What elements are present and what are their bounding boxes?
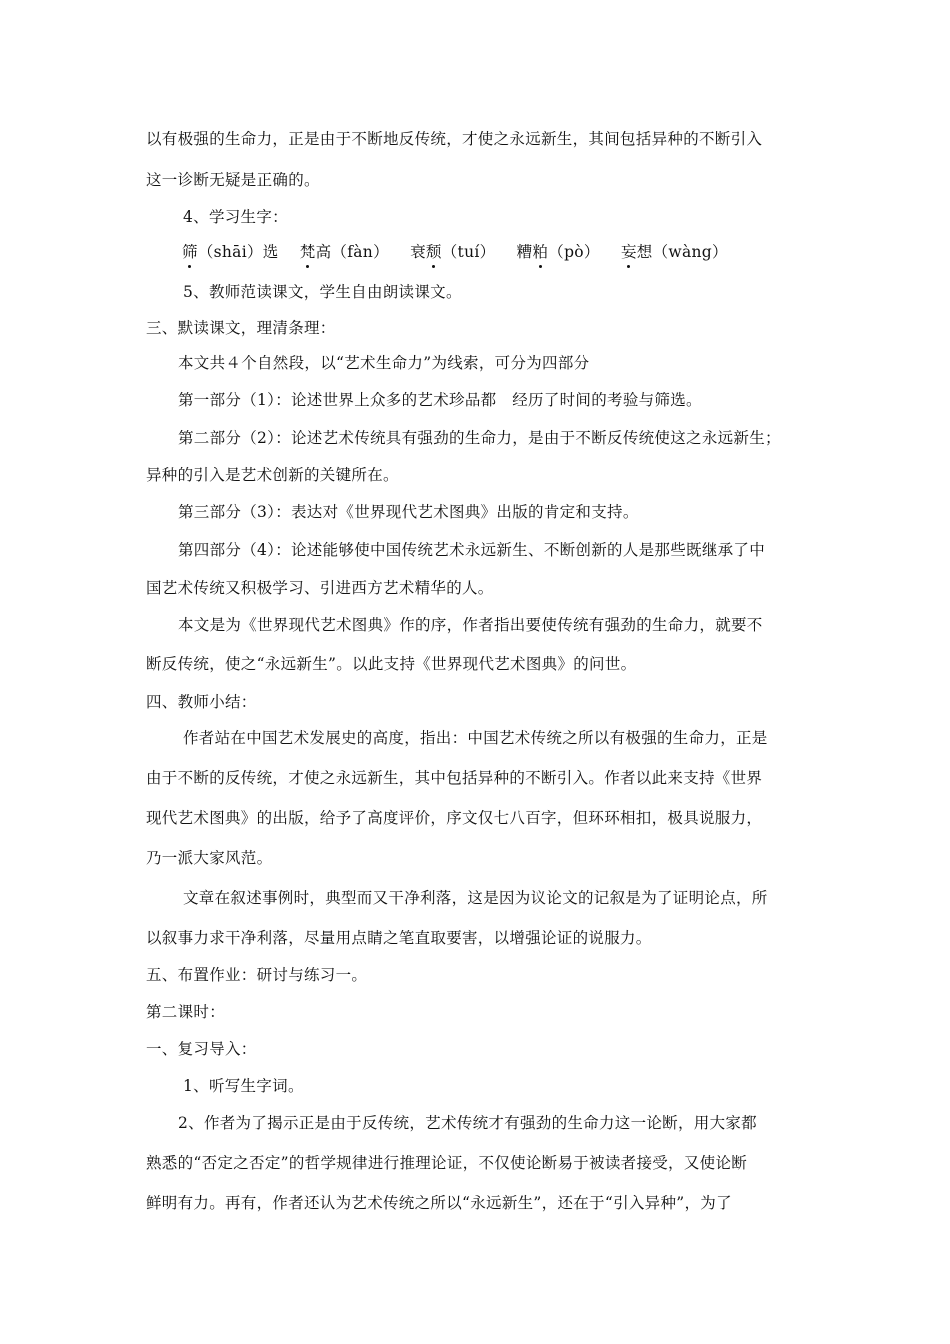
vocab-item — [517, 240, 600, 262]
text-line: 文章在叙述事例时，典型而又干净利落，这是因为议论文的记叙是为了证明论点，所 — [183, 889, 768, 907]
text-line: 第三部分（3）：表达对《世界现代艺术图典》出版的肯定和支持。 — [178, 503, 639, 521]
vocab-char: 梵 — [300, 240, 316, 262]
vocab-prefix: 衰 — [410, 243, 426, 261]
text-line: 这一诊断无疑是正确的。 — [146, 171, 320, 189]
vocab-char: 妄 — [621, 240, 637, 262]
text-line: 第二部分（2）：论述艺术传统具有强劲的生命力，是由于不断反传统使这之永远新生； — [178, 429, 781, 447]
text-line: 作者站在中国艺术发展史的高度，指出：中国艺术传统之所以有极强的生命力，正是 — [183, 729, 768, 747]
text-line: 由于不断的反传统，才使之永远新生，其中包括异种的不断引入。作者以此来支持《世界 — [146, 769, 763, 787]
vocabulary-row — [182, 240, 950, 262]
text-line: 本文共４个自然段，以“艺术生命力”为线索，可分为四部分 — [178, 354, 590, 372]
vocab-item — [182, 240, 279, 262]
text-line: 国艺术传统又积极学习、引进西方艺术精华的人。 — [146, 579, 494, 597]
text-line: 5、教师范读课文，学生自由朗读课文。 — [183, 283, 462, 301]
section-heading: 四、教师小结： — [146, 693, 257, 711]
vocab-pinyin: （shāi） — [197, 243, 263, 261]
text-line: 第四部分（4）：论述能够使中国传统艺术永远新生、不断创新的人是那些既继承了中 — [178, 541, 766, 559]
text-line: 断反传统，使之“永远新生”。以此支持《世界现代艺术图典》的问世。 — [146, 655, 637, 673]
text-line: 1、听写生字词。 — [183, 1077, 304, 1095]
vocab-char: 筛 — [182, 240, 198, 262]
section-heading: 三、默读课文，理清条理： — [146, 319, 336, 337]
text-line: 以有极强的生命力，正是由于不断地反传统，才使之永远新生，其间包括异种的不断引入 — [146, 130, 763, 148]
text-line: 第一部分（1）：论述世界上众多的艺术珍品都 经历了时间的考验与筛选。 — [178, 391, 702, 409]
text-line: 鲜明有力。再有，作者还认为艺术传统之所以“永远新生”，还在于“引入异种”，为了 — [146, 1194, 732, 1212]
vocab-rest: 高（fàn） — [315, 243, 389, 261]
text-line: 2、作者为了揭示正是由于反传统，艺术传统才有强劲的生命力这一论断，用大家都 — [178, 1114, 757, 1132]
vocab-rest: 选 — [262, 243, 279, 261]
section-heading: 第二课时： — [146, 1003, 226, 1021]
text-line: 熟悉的“否定之否定”的哲学规律进行推理论证，不仅使论断易于被读者接受，又使论断 — [146, 1154, 748, 1172]
vocab-item — [410, 240, 495, 262]
vocab-pinyin: （pò） — [548, 243, 600, 261]
section-heading: 五、布置作业：研讨与练习一。 — [146, 966, 368, 984]
vocab-prefix: 糟 — [516, 243, 533, 261]
vocab-item — [621, 240, 728, 262]
text-line: 以叙事力求干净利落，尽量用点睛之笔直取要害，以增强论证的说服力。 — [146, 929, 652, 947]
text-line: 乃一派大家风范。 — [146, 849, 273, 867]
vocab-char: 粕 — [532, 240, 548, 262]
vocab-char: 颓 — [426, 240, 442, 262]
vocab-pinyin: （tuí） — [441, 243, 496, 261]
vocab-rest: 想 — [636, 243, 653, 261]
list-heading: 4、学习生字： — [183, 208, 288, 226]
section-heading: 一、复习导入： — [146, 1040, 257, 1058]
text-line: 本文是为《世界现代艺术图典》作的序，作者指出要使传统有强劲的生命力，就要不 — [178, 616, 763, 634]
text-line: 异种的引入是艺术创新的关键所在。 — [146, 466, 399, 484]
text-line: 现代艺术图典》的出版，给予了高度评价，序文仅七八百字，但环环相扣，极具说服力， — [146, 809, 763, 827]
vocab-pinyin: （wàng） — [652, 243, 728, 261]
vocab-item — [300, 240, 389, 262]
